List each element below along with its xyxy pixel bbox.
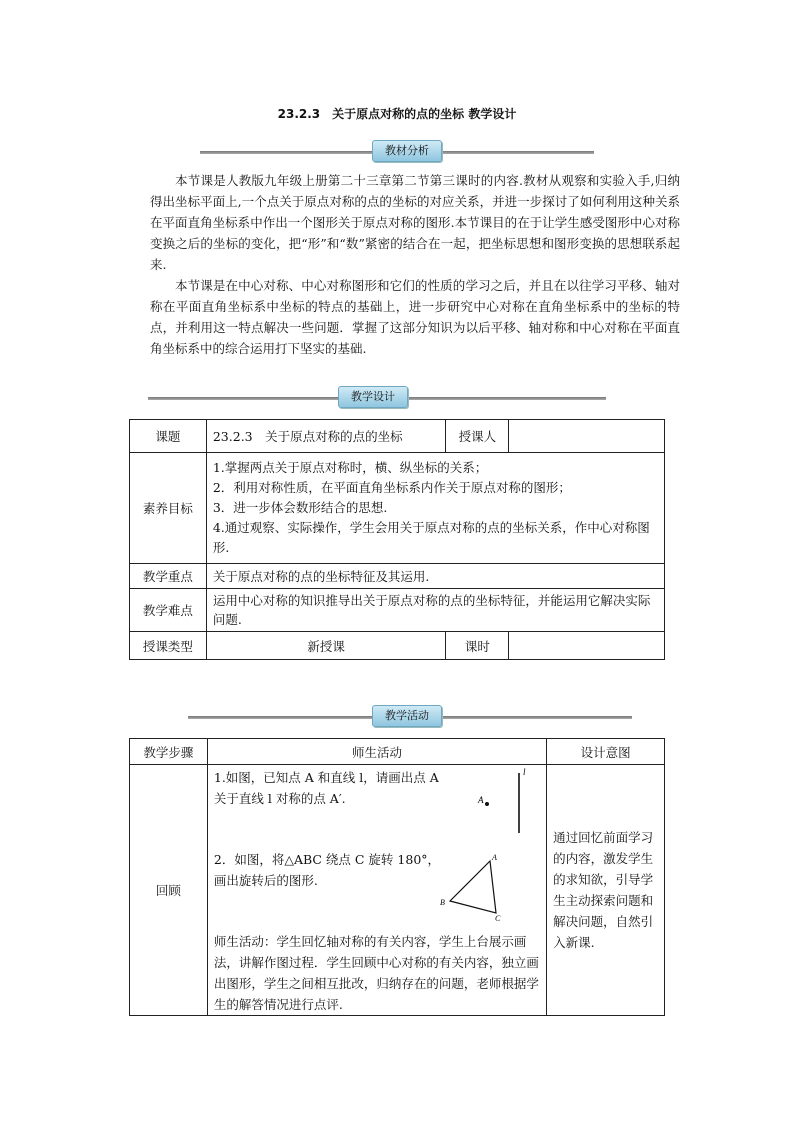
header-activity: 师生活动	[207, 739, 546, 765]
page-title: 23.2.3 关于原点对称的点的坐标 教学设计	[277, 107, 517, 121]
goals-label: 素养目标	[130, 453, 207, 564]
goal-item: 1.掌握两点关于原点对称时，横、纵坐标的关系；	[212, 460, 488, 475]
goal-item: 3．进一步体会数形结合的思想.	[212, 500, 388, 515]
section-banner-activity	[188, 705, 632, 729]
line-l-label: l	[522, 767, 526, 777]
analysis-paragraph-1: 本节课是人教版九年级上册第二十三章第二节第三课时的内容.教材从观察和实验入手,归纳得出坐标平面上,一个点关于原点对称的点的坐标的对应关系，并进一步探讨了如何利用这种关系在平面直角坐标系中作出一个图形关于原点对称的图形.本节课目的在于让学生感受图形中心对称变换之后的坐标的变化，把“形”和“数”紧密的结合在一起，把坐标思想和图形变换的思想联系起来.	[150, 173, 680, 272]
key-value: 关于原点对称的点的坐标特征及其运用.	[206, 564, 664, 589]
goal-item: 2．利用对称性质，在平面直角坐标系内作关于原点对称的图形；	[212, 480, 571, 495]
teacher-label: 授课人	[446, 420, 509, 453]
figure-2-triangle	[433, 851, 513, 921]
vertex-c-label: C	[494, 914, 501, 921]
type-label: 授课类型	[130, 632, 207, 660]
triangle-abc	[450, 861, 496, 913]
header-intent: 设计意图	[547, 739, 665, 765]
teacher-value	[509, 420, 665, 453]
difficulty-value: 运用中心对称的知识推导出关于原点对称的点的坐标特征，并能运用它解决实际问题.	[206, 589, 664, 632]
question-1: 1.如图，已知点 A 和直线 l，请画出点 A 关于直线 l 对称的点 A′.	[213, 770, 439, 806]
header-step: 教学步骤	[130, 739, 208, 765]
point-a	[485, 802, 489, 806]
vertex-b-label: B	[439, 898, 445, 907]
vertex-a-label: A	[491, 853, 497, 862]
section-banner-analysis	[200, 140, 594, 164]
point-a-label: A	[477, 795, 484, 805]
analysis-paragraph-2: 本节课是在中心对称、中心对称图形和它们的性质的学习之后，并且在以往学习平移、轴对称在平面直角坐标系中坐标的特点的基础上，进一步研究中心对称在直角坐标系中的坐标的特点，并利用这一特点解决一些问题．掌握了这部分知识为以后平移、轴对称和中心对称在平面直角坐标系中的综合运用打下坚实的基础.	[150, 278, 680, 356]
goal-item: 4.通过观察、实际操作，学生会用关于原点对称的点的坐标关系，作中心对称图形.	[212, 520, 650, 555]
banner-tag: 教材分析	[372, 140, 442, 162]
section-banner-design	[148, 386, 606, 410]
question-2: 2．如图，将△ABC 绕点 C 旋转 180°，画出旋转后的图形.	[213, 852, 441, 888]
intent-cell: 通过回忆前面学习的内容，激发学生的求知欲，引导学生主动探索问题和解决问题，自然引入新课.	[547, 765, 665, 1016]
activity-summary: 师生活动：学生回忆轴对称的有关内容，学生上台展示画法，讲解作图过程．学生回顾中心对称的有关内容，独立画出图形，学生之间相互批改，归纳存在的问题，老师根据学生的解答情况进行点评.	[213, 934, 539, 1012]
step-cell: 回顾	[130, 765, 208, 1016]
difficulty-label: 教学难点	[130, 589, 207, 632]
type-value: 新授课	[206, 632, 446, 660]
design-table	[129, 419, 665, 660]
activity-table	[129, 738, 665, 1016]
topic-label: 课题	[130, 420, 207, 453]
figure-1-diagram	[463, 765, 533, 837]
activity-cell	[207, 765, 546, 1016]
hours-label: 课时	[446, 632, 509, 660]
banner-tag: 教学设计	[338, 386, 408, 408]
banner-tag: 教学活动	[372, 705, 442, 727]
hours-value	[509, 632, 665, 660]
topic-value: 23.2.3 关于原点对称的点的坐标	[206, 420, 446, 453]
key-label: 教学重点	[130, 564, 207, 589]
